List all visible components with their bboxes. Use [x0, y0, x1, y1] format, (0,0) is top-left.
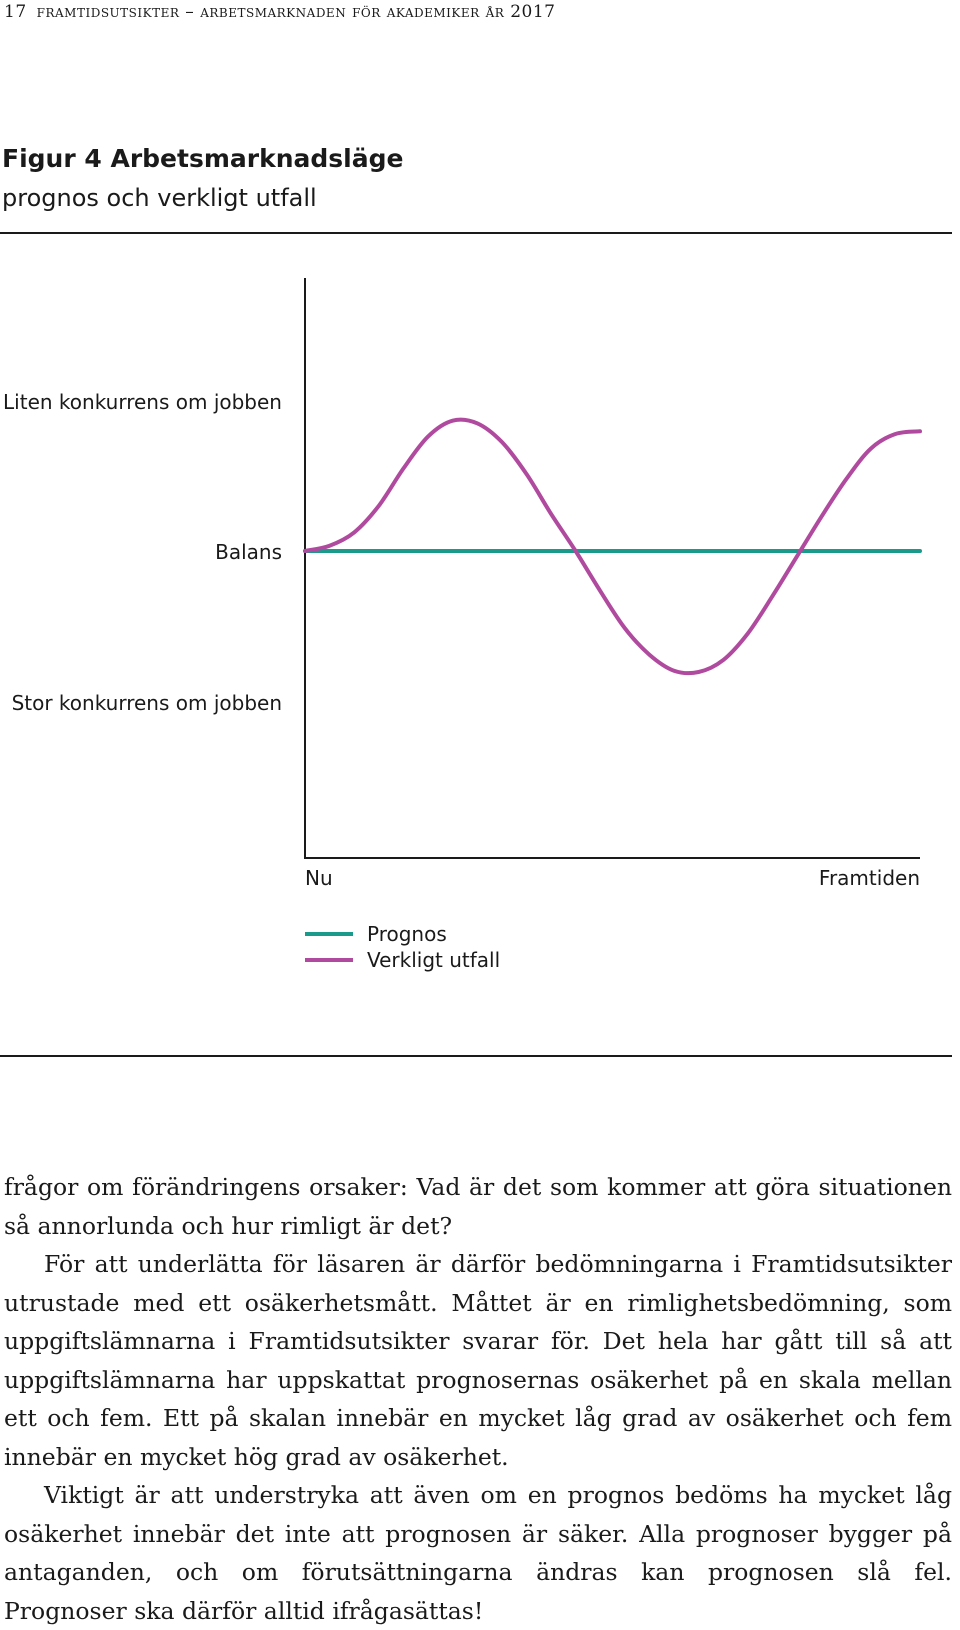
x-label-start: Nu — [305, 866, 333, 890]
body-paragraph-1: frågor om förändringens orsaker: Vad är det som kommer att göra situationen så annorlunda och hur rimligt är det? — [4, 1173, 952, 1240]
x-label-end: Framtiden — [818, 866, 920, 890]
bottom-rule — [0, 1055, 952, 1057]
y-label-top: Liten konkurrens om jobben — [3, 390, 282, 414]
body-paragraph-2: För att underlätta för läsaren är därför bedömningarna i Framtidsutsikter utrustade med ett osäkerhetsmått. Måttet är en rimlighetsbedömning, som uppgiftslämnarna i Framtidsutsikter svarar för. Det hela har gått till så att uppgiftslämnarna har uppskattat prognosernas osäkerhet på en skala mellan ett och fem. Ett på skalan innebär en mycket låg grad av osäkerhet och fem innebär en mycket hög grad av osäkerhet. — [4, 1250, 952, 1471]
y-label-bottom: Stor konkurrens om jobben — [11, 691, 282, 715]
legend-label-verkligt-utfall: Verkligt utfall — [367, 948, 501, 972]
body-paragraph-3: Viktigt är att understryka att även om en prognos bedöms ha mycket låg osäkerhet innebär det inte att prognosen är säker. Alla prognoser bygger på antaganden, och om förutsättningarna ändras kan prognosen slå fel. Prognoser ska därför alltid ifrågasättas! — [4, 1481, 952, 1625]
running-title: framtidsutsikter – arbetsmarknaden för akademiker år 2017 — [36, 2, 556, 22]
page-number: 17 — [4, 2, 27, 22]
series-line-verkligt-utfall — [305, 420, 920, 674]
y-label-middle: Balans — [215, 540, 282, 564]
body-text — [4, 1168, 952, 1630]
figure-subtitle: prognos och verkligt utfall — [2, 184, 317, 212]
legend-label-prognos: Prognos — [367, 922, 447, 946]
figure-title: Figur 4 Arbetsmarknadsläge — [2, 144, 404, 173]
